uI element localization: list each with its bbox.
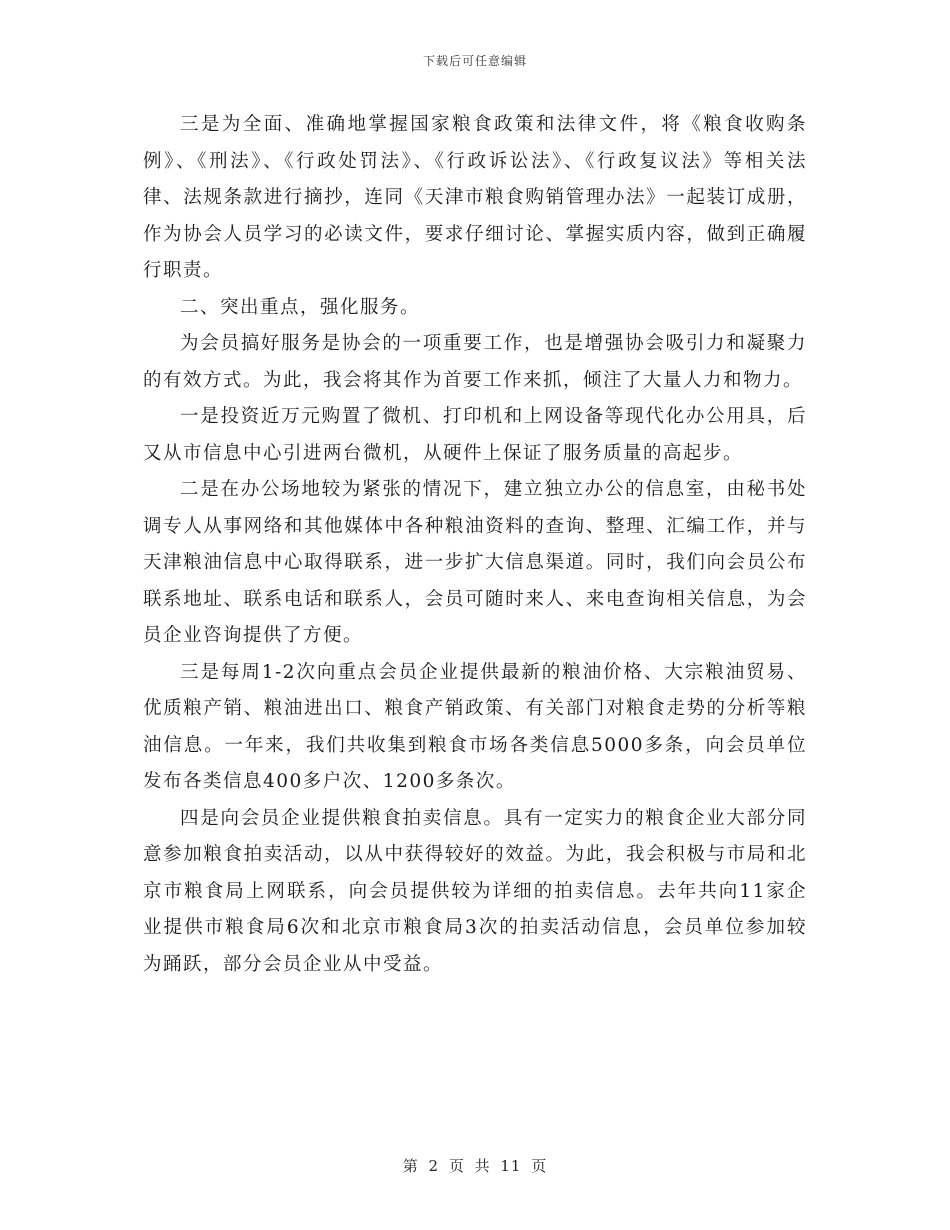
paragraph-auction-info: 四是向会员企业提供粮食拍卖信息。具有一定实力的粮食企业大部分同意参加粮食拍卖活动，以从中获得较好的效益。为此，我会积极与市局和北京市粮食局上网联系，向会员提供较为详细的拍卖信息。去年共向11家企业提供市粮食局6次和北京市粮食局3次的拍卖活动信息，会员单位参加较为踊跃，部分会员企业从中受益。 [143, 807, 807, 975]
paragraph-info-room: 二是在办公场地较为紧张的情况下，建立独立办公的信息室，由秘书处调专人从事网络和其他媒体中各种粮油资料的查询、整理、汇编工作，并与天津粮油信息中心取得联系，进一步扩大信息渠道。同时，我们向会员公布联系地址、联系电话和联系人，会员可随时来人、来电查询相关信息，为会员企业咨询提供了方便。 [143, 479, 807, 646]
paragraph-weekly-info: 三是每周1-2次向重点会员企业提供最新的粮油价格、大宗粮油贸易、优质粮产销、粮油进出口、粮食产销政策、有关部门对粮食走势的分析等粮油信息。一年来，我们共收集到粮食市场各类信息5000多条，向会员单位发布各类信息400多户次、1200多条次。 [143, 661, 807, 792]
page-header: 下载后可任意编辑 [422, 54, 527, 68]
document-body [143, 107, 807, 983]
paragraph-service-intro: 为会员搞好服务是协会的一项重要工作，也是增强协会吸引力和凝聚力的有效方式。为此，我会将其作为首要工作来抓，倾注了大量人力和物力。 [143, 333, 807, 391]
page-number-footer: 第 2 页 共 11 页 [402, 1157, 548, 1175]
paragraph-equipment: 一是投资近万元购置了微机、打印机和上网设备等现代化办公用具，后又从市信息中心引进两台微机，从硬件上保证了服务质量的高起步。 [143, 406, 807, 464]
paragraph-law-compilation: 三是为全面、准确地掌握国家粮食政策和法律文件，将《粮食收购条例》、《刑法》、《行政处罚法》、《行政诉讼法》、《行政复议法》等相关法律、法规条款进行摘抄，连同《天津市粮食购销管理办法》一起装订成册，作为协会人员学习的必读文件，要求仔细讨论、掌握实质内容，做到正确履行职责。 [143, 114, 807, 281]
section-heading-service: 二、突出重点，强化服务。 [180, 296, 421, 318]
